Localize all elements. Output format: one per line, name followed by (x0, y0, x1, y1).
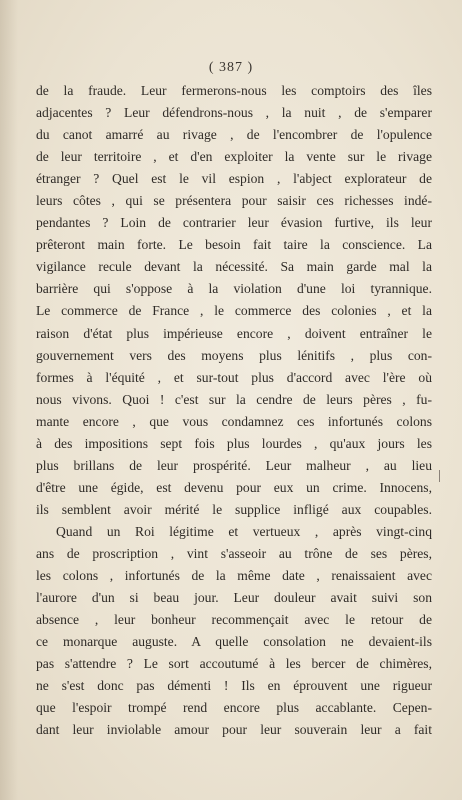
text-line: prêteront main forte. Le besoin fait taire la conscience. La (36, 237, 432, 253)
page-number: ( 387 ) (208, 60, 254, 75)
text-line: adjacentes ? Leur défendrons-nous , la nuit , de s'emparer (36, 105, 432, 121)
text-line: mante encore , que vous condamnez ces infortunés colons (36, 413, 432, 429)
text-line: vigilance recule devant la nécessité. Sa main garde mal la (36, 259, 432, 275)
text-line: ce monarque auguste. A quelle consolation ne devaient-ils (36, 634, 432, 650)
text-line: nous vivons. Quoi ! c'est sur la cendre de leurs pères , fu- (36, 391, 432, 407)
text-line: les colons , infortunés de la même date , renaissaient avec (36, 568, 432, 584)
text-line: ils semblent avoir mérité le supplice infligé aux coupables. (36, 501, 432, 517)
text-line: pendantes ? Loin de contrarier leur évasion furtive, ils leur (36, 215, 432, 231)
text-line: raison d'état plus impérieuse encore , doivent entraîner le (36, 325, 432, 341)
margin-mark (439, 470, 440, 482)
text-line: barrière qui s'oppose à la violation d'une loi tyrannique. (36, 281, 432, 297)
text-line: absence , leur bonheur recommençait avec le retour de (36, 612, 432, 628)
text-line: plus brillans de leur prospérité. Leur malheur , au lieu (36, 457, 432, 473)
text-line: leurs côtes , qui se présentera pour saisir ces richesses indé- (36, 193, 432, 209)
text-line: formes à l'équité , et sur-tout plus d'accord avec l'ère où (36, 369, 432, 385)
text-line: de la fraude. Leur fermerons-nous les comptoirs des îles (36, 83, 432, 98)
page-fold-shadow (0, 0, 18, 800)
text-line: l'aurore d'un si beau jour. Leur douleur avait suivi son (36, 590, 432, 606)
text-line: ans de proscription , vint s'asseoir au trône de ses pères, (36, 545, 432, 561)
text-line: pas s'attendre ? Le sort accoutumé à les bercer de chimères, (36, 656, 432, 672)
text-line: que l'espoir trompé rend encore plus accablante. Cepen- (36, 700, 432, 716)
text-line: étranger ? Quel est le vil espion , l'abject explorateur de (36, 171, 432, 187)
paragraph-first-line: Quand un Roi légitime et vertueux , après vingt-cinq (56, 523, 432, 539)
text-line: d'être une égide, est devenu pour eux un crime. Innocens, (36, 479, 432, 495)
text-line: Le commerce de France , le commerce des colonies , et la (36, 303, 432, 319)
text-line: dant leur inviolable amour pour leur souverain leur a fait (36, 722, 432, 738)
text-line: à des impositions sept fois plus lourdes , qu'aux jours les (36, 435, 432, 451)
text-line: du canot amarré au rivage , de l'encombrer de l'opulence (36, 127, 432, 143)
text-line: ne s'est donc pas démenti ! Ils en éprouvent une rigueur (36, 678, 432, 694)
text-line: gouvernement vers des moyens plus lénitifs , plus con- (36, 347, 432, 363)
text-line: de leur territoire , et d'en exploiter la vente sur le rivage (36, 149, 432, 165)
body-text (36, 80, 432, 741)
